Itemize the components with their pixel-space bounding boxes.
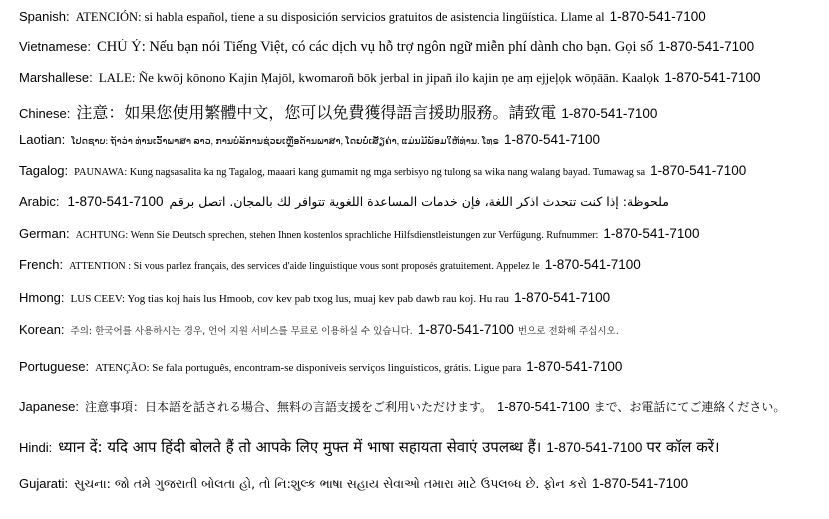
language-label: Arabic:	[19, 194, 60, 209]
notice-suffix: まで、お電話にてご連絡ください。	[593, 400, 786, 414]
notice-row-laotian	[19, 132, 823, 147]
phone-number: 1-870-541-7100	[67, 194, 164, 209]
notice-text: સુચના: જો તમે ગુજરાતી બોલતા હો, તો નિ:શુલ્ક ભાષા સહાય સેવાઓ તમારા માટે ઉપલબ્ધ છે. ફોન કરો	[74, 476, 588, 491]
language-label: Portuguese:	[19, 359, 90, 374]
language-label: Japanese:	[19, 399, 79, 414]
phone-number: 1-870-541-7100	[561, 106, 658, 121]
phone-number: 1-870-541-7100	[526, 359, 623, 374]
notice-row-german	[19, 226, 823, 241]
phone-number: 1-870-541-7100	[503, 132, 601, 147]
notice-text: 주의: 한국어를 사용하시는 경우, 언어 지원 서비스를 무료로 이용하실 수 있습니다.	[70, 326, 413, 337]
notice-row-hindi	[19, 437, 823, 457]
notice-text: ໂປດຊາບ: ຖ້າວ່າ ທ່ານເວົ້າພາສາ ລາວ, ການບໍລິການຊ່ວຍເຫຼືອດ້ານພາສາ, ໂດຍບໍ່ເສັຽຄ່າ, ແມ່ນມີພ້ອມໃຫ້ທ່ານ. ໂທຣ	[71, 137, 499, 147]
language-label: Korean:	[19, 322, 65, 337]
language-label: Chinese:	[19, 106, 71, 121]
language-label: Gujarati:	[19, 476, 69, 491]
notice-row-portuguese	[19, 359, 823, 374]
notice-suffix: पर कॉल करें।	[646, 438, 720, 456]
notice-text: 注意事項：日本語を話される場合、無料の言語支援をご利用いただけます。	[85, 400, 493, 414]
language-label: Hmong:	[19, 290, 65, 305]
language-label: Hindi:	[19, 440, 53, 455]
language-label: Vietnamese:	[19, 39, 92, 54]
phone-number: 1-870-541-7100	[514, 290, 611, 305]
notice-row-gujarati	[19, 476, 823, 492]
phone-number: 1-870-541-7100	[544, 257, 641, 272]
phone-number: 1-870-541-7100	[664, 70, 761, 85]
phone-number: 1-870-541-7100	[417, 322, 514, 337]
notice-row-arabic	[19, 194, 823, 209]
notice-row-chinese	[19, 100, 823, 123]
notice-text: ملحوظة: إذا كنت تتحدث اذكر اللغة، فإن خدمات المساعدة اللغوية تتوافر لك بالمجان. اتصل برقم	[169, 194, 669, 209]
notice-row-marshallese	[19, 70, 823, 86]
notice-row-spanish	[19, 9, 823, 25]
notice-row-japanese	[19, 398, 823, 415]
notice-text: 注意：如果您使用繁體中文，您可以免費獲得語言援助服務。請致電	[76, 105, 557, 122]
phone-number: 1-870-541-7100	[603, 226, 700, 241]
language-label: Tagalog:	[19, 163, 69, 178]
notice-text: ATENCIÓN: si habla español, tiene a su disposición servicios gratuitos de asistencia lingüística. Llame al	[75, 10, 605, 24]
notice-text: ATTENTION : Si vous parlez français, des services d'aide linguistique vous sont proposés gratuitement. Appelez le	[69, 261, 540, 272]
language-label: German:	[19, 226, 70, 241]
language-label: French:	[19, 257, 64, 272]
notice-text: PAUNAWA: Kung nagsasalita ka ng Tagalog, maaari kang gumamit ng mga serbisyo ng tulong sa wika nang walang bayad. Tumawag sa	[74, 167, 646, 178]
phone-number: 1-870-541-7100	[658, 39, 755, 54]
phone-number: 1-870-541-7100	[497, 399, 590, 414]
notice-text: ध्यान दें: यदि आप हिंदी बोलते हैं तो आपके लिए मुफ्त में भाषा सहायता सेवाएं उपलब्ध हैं।	[58, 438, 542, 456]
notice-suffix: 번으로 전화해 주십시오.	[517, 326, 619, 337]
notice-row-korean	[19, 322, 823, 337]
notice-row-vietnamese	[19, 39, 823, 56]
phone-number: 1-870-541-7100	[609, 9, 706, 24]
phone-number: 1-870-541-7100	[592, 476, 689, 491]
language-label: Laotian:	[19, 132, 66, 147]
notice-row-tagalog	[19, 163, 823, 178]
notice-text: ACHTUNG: Wenn Sie Deutsch sprechen, stehen Ihnen kostenlos sprachliche Hilfsdienstleistungen zur Verfügung. Rufnummer:	[75, 230, 599, 241]
notice-text: ATENÇÃO: Se fala português, encontram-se disponíveis serviços linguísticos, grátis. Ligue para	[95, 362, 522, 374]
language-label: Spanish:	[19, 9, 70, 24]
language-label: Marshallese:	[19, 70, 93, 85]
phone-number: 1-870-541-7100	[546, 440, 643, 455]
notice-row-hmong	[19, 290, 823, 305]
notice-text: CHÚ Ý: Nếu bạn nói Tiếng Việt, có các dịch vụ hỗ trợ ngôn ngữ miễn phí dành cho bạn. Gọi số	[97, 39, 654, 55]
notice-text: LUS CEEV: Yog tias koj hais lus Hmoob, cov kev pab txog lus, muaj kev pab dawb rau koj. Hu rau	[70, 293, 510, 305]
notice-row-french	[19, 257, 823, 272]
notice-text: LALE: Ñe kwōj kōnono Kajin Ṃajōl, kwomaroñ bōk jerbal in jipañ ilo kajin ņe aṃ ejjeļọk wōņāān. Kaalọk	[98, 70, 660, 85]
phone-number: 1-870-541-7100	[650, 163, 747, 178]
